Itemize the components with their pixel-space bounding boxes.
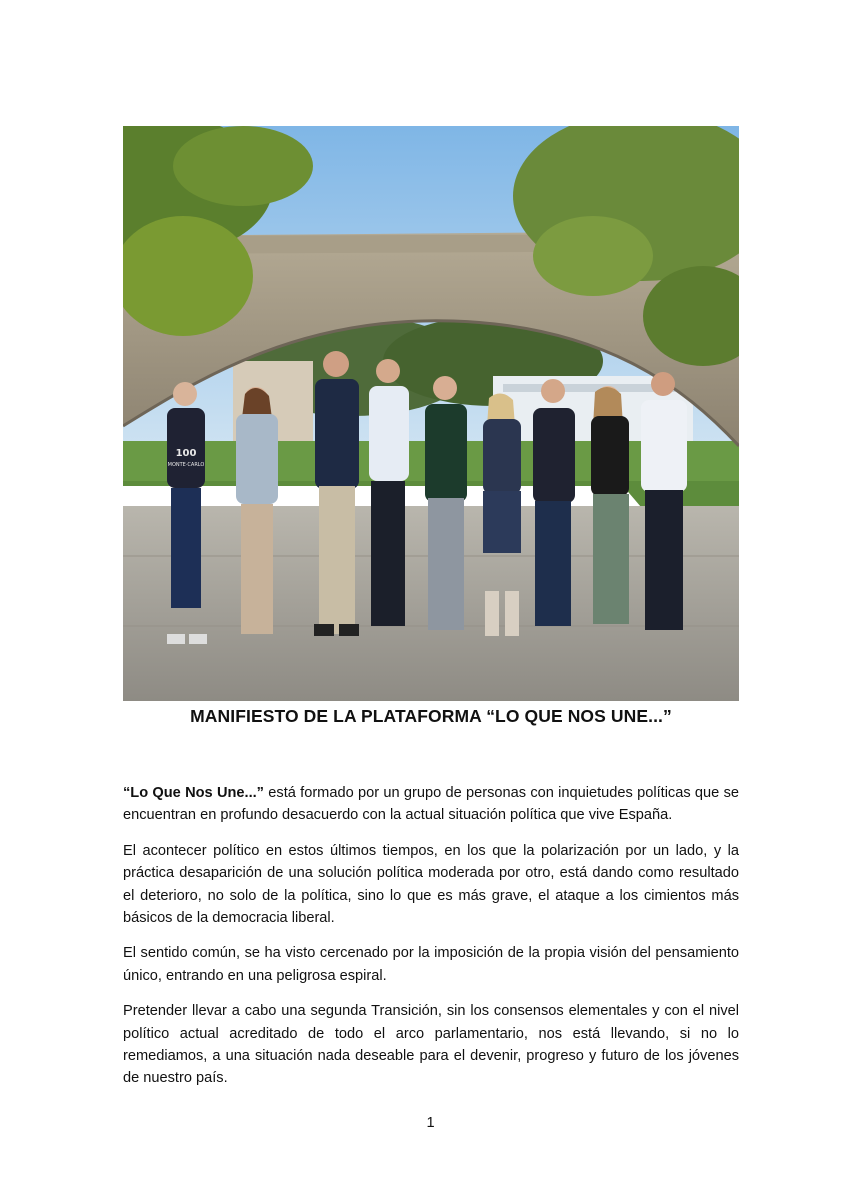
group-photo-image (123, 126, 739, 701)
paragraph-1 (123, 782, 739, 827)
shirt-print: 100 (175, 448, 197, 459)
paragraph-3: El sentido común, se ha visto cercenado por la imposición de la propia visión del pensamiento único, entrando en una peligrosa espiral. (123, 945, 739, 984)
paragraph-4: Pretender llevar a cabo una segunda Transición, sin los consensos elementales y con el nivel político actual acreditado de todo el arco parlamentario, nos está llevando, si no lo remediamos, a una situación nada deseable para el devenir, progreso y futuro de los jóvenes de nuestro país. (123, 1003, 739, 1087)
shirt-print-sub: MONTE·CARLO (167, 462, 205, 468)
paragraph-2: El acontecer político en estos últimos tiempos, en los que la polarización por un lado, y la práctica desaparición de una solución política moderada por otro, está dando como resultado el deterioro, no solo de la política, sino lo que es más grave, el ataque a los cimientos más básicos de la democracia liberal. (123, 842, 739, 927)
document-title: MANIFIESTO DE LA PLATAFORMA “LO QUE NOS UNE...” (190, 706, 672, 726)
group-photo (123, 126, 739, 701)
document-body (123, 782, 739, 1103)
paragraph-lead: “Lo Que Nos Une...” (123, 785, 264, 801)
page-number: 1 (426, 1115, 435, 1131)
paragraph-text: está formado por un grupo de personas con inquietudes políticas que se encuentran en profundo desacuerdo con la actual situación política que vive España. (123, 785, 739, 824)
